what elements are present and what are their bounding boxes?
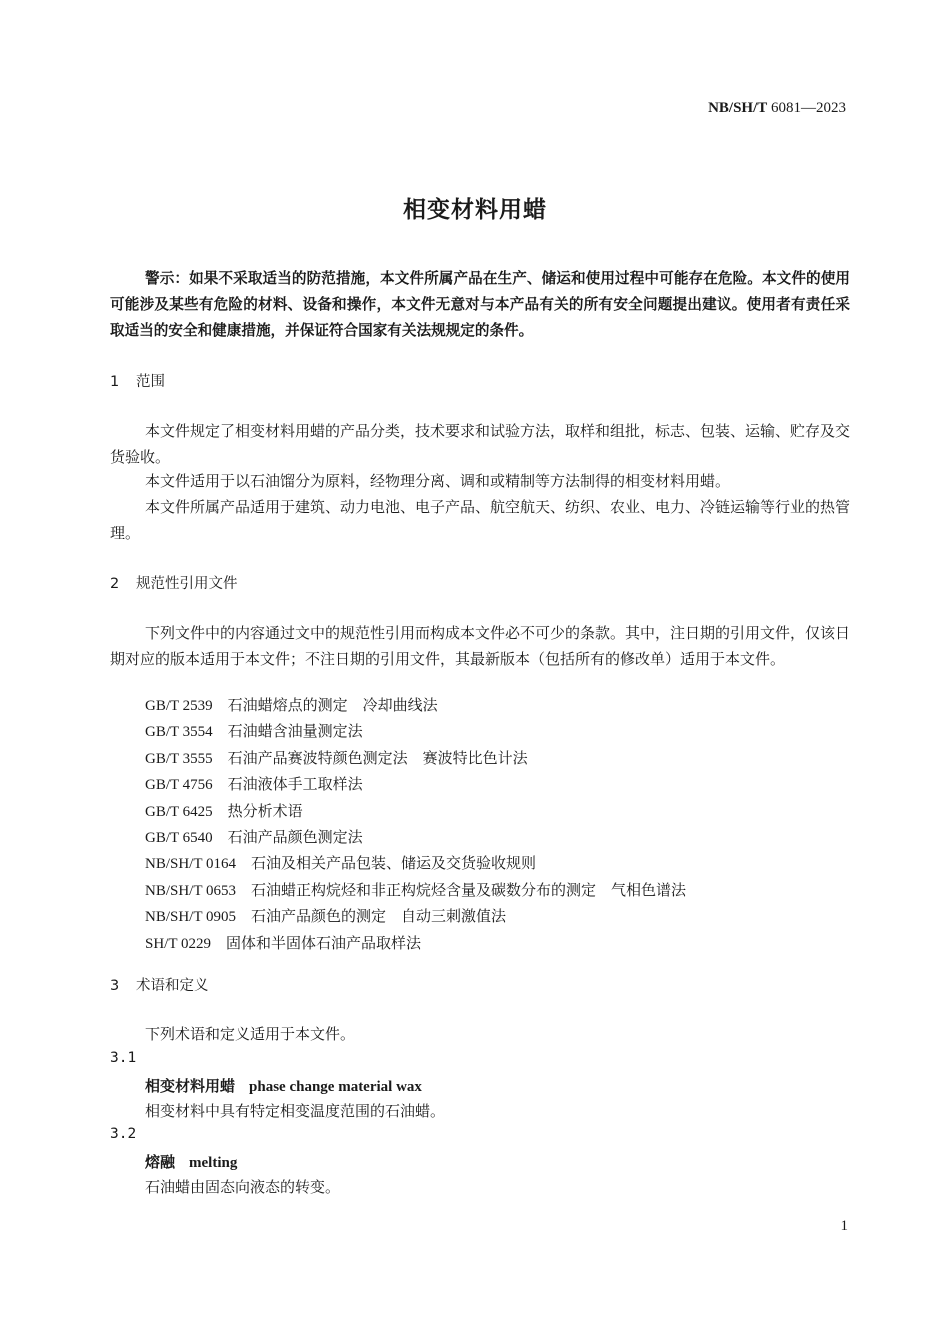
term-number: 3.1: [110, 1050, 137, 1066]
section-number: 1: [110, 374, 120, 390]
terms-intro: 下列术语和定义适用于本文件。: [145, 1025, 356, 1043]
reference-list: [145, 693, 686, 957]
reference-item: [145, 772, 686, 798]
reference-item: [145, 878, 686, 904]
reference-code: GB/T 3554: [145, 724, 213, 741]
term-number: 3.2: [110, 1126, 137, 1142]
safety-warning: 警示：如果不采取适当的防范措施，本文件所属产品在生产、储运和使用过程中可能存在危险。本文件的使用可能涉及某些有危险的材料、设备和操作，本文件无意对与本产品有关的所有安全问题提出建议。使用者有责任采取适当的安全和健康措施，并保证符合国家有关法规规定的条件。: [110, 270, 850, 339]
section-heading-references: [110, 572, 238, 593]
term-name-en: melting: [189, 1155, 238, 1171]
section-title: 术语和定义: [136, 978, 209, 994]
term-definition: 石油蜡由固态向液态的转变。: [145, 1178, 341, 1196]
reference-item: [145, 799, 686, 825]
reference-code: GB/T 3555: [145, 750, 213, 767]
term-name: [145, 1151, 237, 1172]
reference-title: 石油产品颜色测定法: [227, 828, 363, 847]
standard-code: NB/SH/T: [708, 100, 768, 116]
term-name: [145, 1075, 422, 1096]
reference-title: 石油液体手工取样法: [227, 775, 363, 794]
reference-title: 石油蜡熔点的测定 冷却曲线法: [227, 696, 438, 714]
scope-paragraph: 本文件适用于以石油馏分为原料，经物理分离、调和或精制等方法制得的相变材料用蜡。: [145, 472, 731, 490]
section-title: 规范性引用文件: [136, 576, 238, 592]
reference-item: [145, 931, 686, 957]
reference-code: GB/T 6540: [145, 830, 213, 847]
reference-code: NB/SH/T 0164: [145, 856, 236, 873]
term-name-en: phase change material wax: [249, 1079, 422, 1095]
page-number: 1: [840, 1218, 848, 1234]
document-title: 相变材料用蜡: [403, 197, 547, 223]
scope-paragraph: 本文件所属产品适用于建筑、动力电池、电子产品、航空航天、纺织、农业、电力、冷链运输等行业的热管理。: [110, 498, 851, 542]
scope-paragraph: 本文件规定了相变材料用蜡的产品分类，技术要求和试验方法，取样和组批，标志、包装、运输、贮存及交货验收。: [110, 422, 851, 466]
reference-item: [145, 719, 686, 745]
reference-item: [145, 904, 686, 930]
reference-title: 石油蜡正构烷烃和非正构烷烃含量及碳数分布的测定 气相色谱法: [251, 880, 687, 899]
reference-item: [145, 746, 686, 772]
section-title: 范围: [136, 374, 165, 390]
reference-code: GB/T 4756: [145, 777, 213, 794]
reference-code: NB/SH/T 0905: [145, 909, 236, 926]
section-heading-scope: [110, 370, 165, 391]
term-name-cn: 相变材料用蜡: [145, 1077, 236, 1095]
reference-title: 石油产品颜色的测定 自动三刺激值法: [251, 907, 507, 926]
section-number: 3: [110, 978, 120, 994]
reference-item: [145, 825, 686, 851]
section-heading-terms: [110, 974, 209, 995]
reference-title: 石油蜡含油量测定法: [227, 722, 363, 741]
reference-title: 固体和半固体石油产品取样法: [226, 933, 422, 952]
reference-item: [145, 851, 686, 877]
standard-number: 6081—2023: [771, 100, 846, 116]
reference-title: 石油产品赛波特颜色测定法 赛波特比色计法: [227, 748, 528, 767]
reference-code: NB/SH/T 0653: [145, 882, 236, 899]
section-number: 2: [110, 576, 120, 592]
reference-title: 热分析术语: [227, 801, 303, 820]
reference-code: GB/T 6425: [145, 803, 213, 820]
references-intro: 下列文件中的内容通过文中的规范性引用而构成本文件必不可少的条款。其中，注日期的引用文件，仅该日期对应的版本适用于本文件；不注日期的引用文件，其最新版本（包括所有的修改单）适用于本文件。: [110, 624, 851, 668]
term-name-cn: 熔融: [145, 1153, 176, 1171]
reference-item: [145, 693, 686, 719]
reference-code: GB/T 2539: [145, 698, 213, 714]
reference-code: SH/T 0229: [145, 935, 211, 952]
term-definition: 相变材料中具有特定相变温度范围的石油蜡。: [145, 1102, 446, 1120]
reference-title: 石油及相关产品包装、储运及交货验收规则: [251, 854, 537, 873]
standard-code-header: [708, 100, 846, 117]
